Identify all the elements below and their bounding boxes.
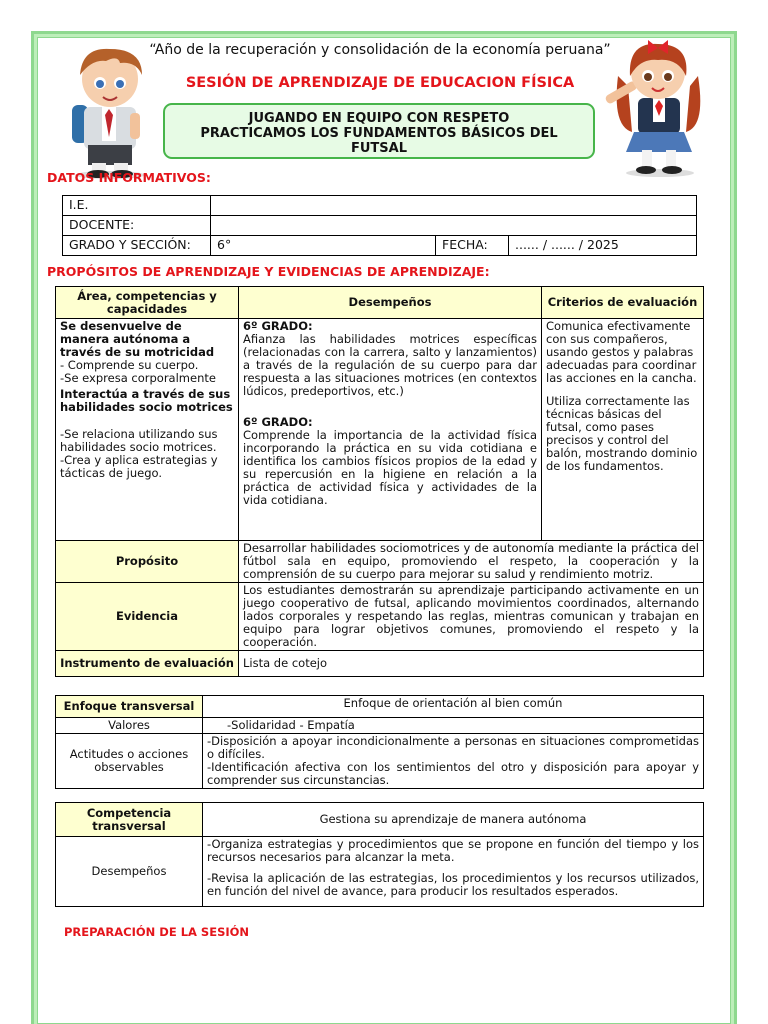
evidencia-label: Evidencia (56, 583, 239, 651)
preparacion-title: PREPARACIÓN DE LA SESIÓN (64, 925, 250, 939)
instrumento-text: Lista de cotejo (239, 651, 704, 677)
year-motto: “Año de la recuperación y consolidación de la economía peruana” (149, 42, 611, 58)
actitudes-label: Actitudes o acciones observables (56, 734, 203, 789)
ie-label: I.E. (63, 196, 211, 216)
header-criterios: Criterios de evaluación (542, 287, 704, 319)
proposito-text: Desarrollar habilidades sociomotrices y de autonomía mediante la práctica del fútbol sala en equipo, promoviendo el respeto, la cooperación y la comprensión de su cuerpo para mejorar su salud y rendimiento motriz. (239, 541, 704, 583)
enfoque-label: Enfoque transversal (56, 696, 203, 718)
table-row (63, 216, 697, 236)
transversal-desempeno-1: -Organiza estrategias y procedimientos que se propone en función del tiempo y los recursos necesarios para alcanzar la meta. (207, 837, 699, 864)
propositos-table (55, 286, 704, 677)
topic-title-box (163, 103, 595, 159)
valores-value: -Solidaridad - Empatía (203, 718, 704, 734)
competencias-cell (56, 319, 239, 541)
grado-label: GRADO Y SECCIÓN: (63, 236, 211, 256)
proposito-label: Propósito (56, 541, 239, 583)
competencia-value: Gestiona su aprendizaje de manera autónoma (203, 803, 704, 837)
desempeno-2-text: Comprende la importancia de la actividad física incorporando la práctica en su vida cotidiana e identifica los cambios físicos propios de la edad y su repercusión en la higiene en relación a la práctica de actividad física y actividades de la vida cotidiana. (243, 428, 537, 507)
actitud-2: -Identificación afectiva con los sentimientos del otro y disposición para apoyar y comprender sus circunstancias. (207, 760, 699, 787)
fecha-value: ...... / ...... / 2025 (509, 236, 697, 256)
transversal-desempeno-2: -Revisa la aplicación de las estrategias, los procedimientos y los recursos utilizados, en función del nivel de avance, para producir los resultados esperados. (207, 871, 699, 898)
desempeno-1-text: Afianza las habilidades motrices específicas (relacionadas con la carrera, salto y lanzamientos) a través de la regulación de su cuerpo para dar respuesta a las situaciones motrices (en contextos lúdicos, predeportivos, etc.) (243, 332, 537, 398)
competencia-table (55, 802, 704, 907)
table-row (56, 583, 704, 651)
table-row (56, 287, 704, 319)
docente-value (211, 216, 697, 236)
actitudes-cell (203, 734, 704, 789)
evidencia-text: Los estudiantes demostrarán su aprendizaje participando activamente en un juego cooperativo de futsal, aplicando movimientos coordinados, alternando lados corporales y respetando las reglas, mientras comunican y trabajan en equipo para lograr objetivos comunes, promoviendo el respeto y la cooperación. (239, 583, 704, 651)
desempeno-1-grade: 6º GRADO: (243, 319, 313, 333)
desempenos-cell (239, 319, 542, 541)
topic-line-2: PRACTICAMOS LOS FUNDAMENTOS BÁSICOS DEL (200, 126, 558, 141)
grado-value: 6° (211, 236, 436, 256)
enfoque-value: Enfoque de orientación al bien común (203, 696, 704, 718)
competencia-2-cap-2: -Crea y aplica estrategias y tácticas de juego. (60, 453, 218, 480)
table-row (56, 803, 704, 837)
boy-student-illustration (58, 45, 163, 180)
topic-line-1: JUGANDO EN EQUIPO CON RESPETO (248, 111, 510, 126)
desempenos-label: Desempeños (56, 837, 203, 907)
ie-value (211, 196, 697, 216)
table-row (56, 541, 704, 583)
table-row (56, 319, 704, 541)
header-area: Área, competencias y capacidades (56, 287, 239, 319)
table-row (63, 196, 697, 216)
fecha-label: FECHA: (436, 236, 509, 256)
criterio-2: Utiliza correctamente las técnicas básicas del futsal, como pases precisos y control del balón, mostrando dominio de los fundamentos. (546, 394, 698, 473)
valores-label: Valores (56, 718, 203, 734)
competencia-label: Competencia transversal (56, 803, 203, 837)
actitud-1: -Disposición a apoyar incondicionalmente a personas en situaciones comprometidas o difíciles. (207, 734, 699, 761)
competencia-2-cap-1: -Se relaciona utilizando sus habilidades socio motrices. (60, 427, 218, 454)
desempeno-2-grade: 6º GRADO: (243, 415, 313, 429)
competencia-1-cap-1: - Comprende su cuerpo. (60, 358, 199, 372)
table-row (56, 837, 704, 907)
desempenos-transversal-cell (203, 837, 704, 907)
competencia-1-cap-2: -Se expresa corporalmente (60, 371, 216, 385)
table-row (63, 236, 697, 256)
datos-section-title: DATOS INFORMATIVOS: (47, 170, 211, 185)
datos-table (62, 195, 697, 256)
instrumento-label: Instrumento de evaluación (56, 651, 239, 677)
criterio-1: Comunica efectivamente con sus compañeros, usando gestos y palabras adecuadas para coordinar las acciones en la cancha. (546, 319, 697, 385)
criterios-cell (542, 319, 704, 541)
table-row (56, 651, 704, 677)
competencia-2-title: Interactúa a través de sus habilidades socio motrices (60, 387, 233, 414)
propositos-section-title: PROPÓSITOS DE APRENDIZAJE Y EVIDENCIAS DE APRENDIZAJE: (47, 264, 490, 279)
table-row (56, 718, 704, 734)
competencia-1-title: Se desenvuelve de manera autónoma a través de su motricidad (60, 319, 215, 359)
docente-label: DOCENTE: (63, 216, 211, 236)
session-title: SESIÓN DE APRENDIZAJE DE EDUCACION FÍSICA (185, 75, 575, 91)
table-row (56, 734, 704, 789)
enfoque-table (55, 695, 704, 789)
table-row (56, 696, 704, 718)
topic-line-3: FUTSAL (350, 141, 407, 156)
header-desempenos: Desempeños (239, 287, 542, 319)
